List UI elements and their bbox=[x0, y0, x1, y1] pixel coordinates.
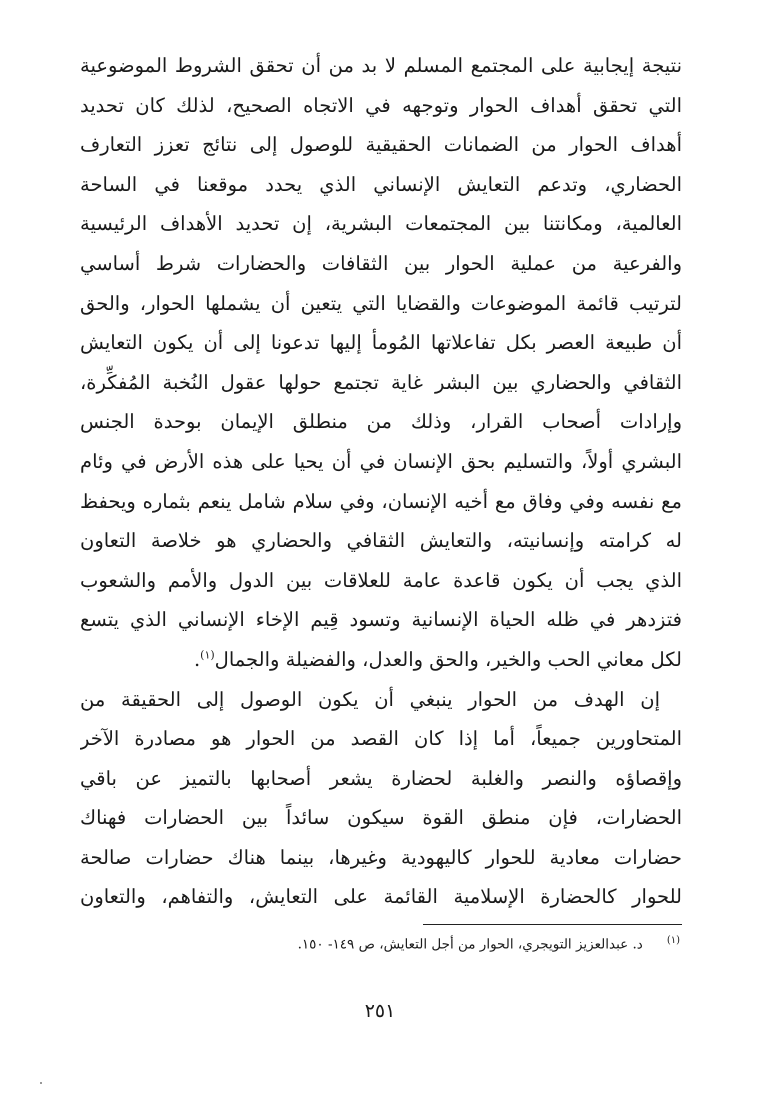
text-line: البشري أولاً، والتسليم بحق الإنسان في أن يحيا على هذه الأرض في وئام bbox=[80, 449, 682, 473]
text-line: للحوار كالحضارة الإسلامية القائمة على التعايش، والتفاهم، والتعاون bbox=[80, 885, 682, 909]
paragraph-first-line: إن الهدف من الحوار ينبغي أن يكون الوصول إلى الحقيقة من bbox=[80, 687, 660, 711]
text-line: لكل معاني الحب والخير، والحق والعدل، والفضيلة والجمال bbox=[214, 647, 682, 671]
text-line: وإرادات أصحاب القرار، وذلك من منطلق الإيمان بوحدة الجنس bbox=[80, 410, 682, 434]
scan-speck bbox=[40, 1082, 42, 1084]
footnote-reference[interactable]: (١) bbox=[200, 648, 215, 662]
text-line: الحضارات، فإن منطق القوة سيكون سائداً بين الحضارات فهناك bbox=[80, 806, 682, 830]
text-line: والفرعية من عملية الحوار بين الثقافات والحضارات شرط أساسي bbox=[80, 251, 682, 275]
text-line: فتزدهر في ظله الحياة الإنسانية وتسود قِيم الإخاء الإنساني الذي يتسع bbox=[80, 608, 682, 632]
footnote-mark: (١) bbox=[666, 935, 680, 946]
main-text bbox=[80, 46, 682, 917]
text-line: أن طبيعة العصر بكل تفاعلاتها المُومأ إليها تدعونا إلى أن يكون التعايش bbox=[80, 331, 682, 355]
footnote-separator bbox=[423, 924, 682, 925]
footnote bbox=[240, 930, 680, 956]
page-number: ٢٥١ bbox=[364, 1000, 396, 1022]
text-line: الحضاري، وتدعم التعايش الإنساني الذي يحدد موقعنا في الساحة bbox=[80, 172, 682, 196]
text-line: مع نفسه وفي وفاق مع أخيه الإنسان، وفي سلام شامل ينعم بثماره ويحفظ bbox=[80, 489, 682, 513]
text-line: له كرامته وإنسانيته، والتعايش الثقافي والحضاري هو خلاصة التعاون bbox=[80, 529, 682, 553]
text-line: حضارات معادية للحوار كاليهودية وغيرها، بينما هناك حضارات صالحة bbox=[80, 845, 682, 869]
text-line: التي تحقق أهداف الحوار وتوجهه في الاتجاه الصحيح، لذلك كان تحديد bbox=[80, 93, 682, 117]
text-line: الثقافي والحضاري بين البشر غاية تجتمع حولها عقول النُخبة المُفكِّرة، bbox=[80, 370, 682, 394]
text-line: الذي يجب أن يكون قاعدة عامة للعلاقات بين الدول والأمم والشعوب bbox=[80, 568, 682, 592]
text-line: وإقصاؤه والنصر والغلبة لحضارة يشعر أصحابها بالتميز عن باقي bbox=[80, 766, 682, 790]
text-line: أهداف الحوار من الضمانات الحقيقية للوصول إلى نتائج تعزز التعارف bbox=[80, 133, 682, 157]
text-line: لترتيب قائمة الموضوعات والقضايا التي يتعين أن يشملها الحوار، والحق bbox=[80, 291, 682, 315]
footnote-text: د. عبدالعزيز التويجري، الحوار من أجل التعايش، ص ١٤٩- ١٥٠. bbox=[297, 936, 643, 953]
text-line: العالمية، ومكانتنا بين المجتمعات البشرية، إن تحديد الأهداف الرئيسية bbox=[80, 212, 682, 236]
sentence-end: . bbox=[193, 647, 201, 671]
text-line: المتحاورين جميعاً، أما إذا كان القصد من الحوار هو مصادرة الآخر bbox=[80, 727, 682, 751]
paragraph-last-line bbox=[80, 640, 682, 680]
text-line: نتيجة إيجابية على المجتمع المسلم لا بد من أن تحقق الشروط الموضوعية bbox=[80, 54, 682, 77]
